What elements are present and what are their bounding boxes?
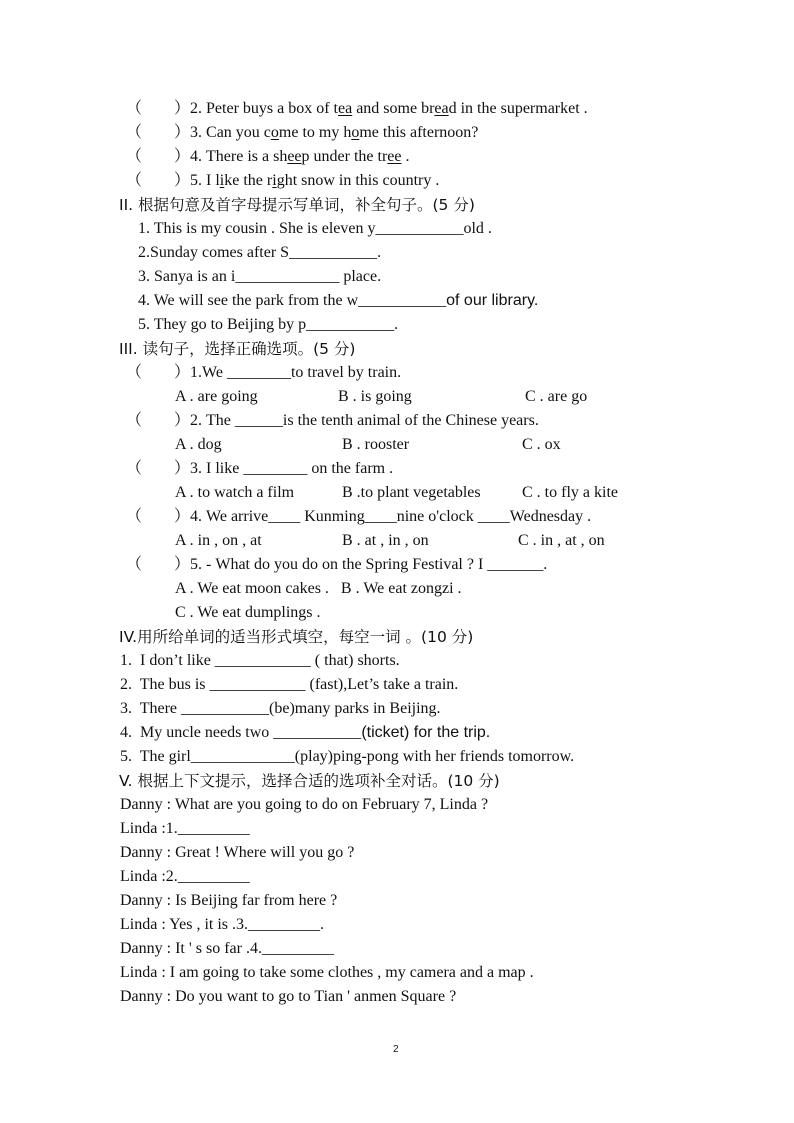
question-1-4: [126, 147, 409, 167]
question-text: 1.We ________to travel by train.: [190, 364, 402, 381]
question-text: p under the tr: [301, 148, 388, 165]
question-text: ght snow in this country .: [276, 172, 440, 189]
question-1-2: [126, 99, 588, 119]
underlined-letters: o: [351, 124, 360, 141]
dialogue-line: Danny : It ' s so far .4._________: [120, 940, 334, 957]
option-c: C . in , at , on: [518, 532, 605, 549]
question-text: There is a sh: [206, 148, 288, 165]
blank-line[interactable]: ____: [362, 316, 395, 333]
question-text: Can you c: [206, 124, 271, 141]
question-text: ke the r: [224, 172, 273, 189]
answer-paren[interactable]: （ ）: [126, 508, 191, 525]
blank-line[interactable]: ____: [431, 220, 464, 237]
question-text: 5. - What do you do on the Spring Festival ? I _______.: [190, 556, 548, 573]
dialogue-line: Linda : Yes , it is .3._________.: [120, 916, 325, 933]
question-3-5: [126, 555, 547, 575]
option-c: C . We eat dumplings .: [175, 604, 321, 621]
answer-paren[interactable]: （ ）: [126, 124, 191, 141]
underlined-letters: ea: [434, 100, 449, 117]
question-text: and some br: [352, 100, 435, 117]
item-text: 4. My uncle needs two ___________: [120, 724, 362, 741]
section-4-item-2: 2. The bus is ____________ (fast),Let’s take a train.: [120, 676, 459, 693]
underlined-letters: ee: [387, 148, 402, 165]
item-text: 4. We will see the park from the w_______: [138, 292, 415, 309]
question-text: 3. I like ________ on the farm .: [190, 460, 394, 477]
answer-paren[interactable]: （ ）: [126, 412, 191, 429]
section-2-item-5: [138, 315, 398, 335]
option-c: C . to fly a kite: [522, 484, 618, 501]
underlined-letters: ee: [287, 148, 302, 165]
option-a: A . in , on , at: [175, 532, 262, 549]
section-5-heading: V. 根据上下文提示，选择合适的选项补全对话。(10 分): [119, 772, 500, 790]
item-text: (ticket) for the trip.: [361, 724, 491, 741]
answer-paren[interactable]: （ ）: [126, 148, 191, 165]
question-number: 4.: [190, 148, 203, 165]
question-number: 3.: [190, 124, 203, 141]
question-1-3: [126, 123, 478, 143]
option-b: B . is going: [338, 388, 412, 405]
option-b: B . at , in , on: [342, 532, 429, 549]
question-3-4: [126, 507, 591, 527]
option-b: B .to plant vegetables: [342, 484, 481, 501]
answer-paren[interactable]: （ ）: [126, 460, 191, 477]
question-text: I l: [206, 172, 220, 189]
question-text: d in the supermarket .: [448, 100, 588, 117]
dialogue-line: Linda : I am going to take some clothes , my camera and a map .: [120, 964, 534, 981]
item-text: 3. Sanya is an i_____________ place.: [138, 268, 382, 285]
section-2-item-1: [138, 219, 492, 239]
dialogue-line: Danny : Is Beijing far from here ?: [120, 892, 338, 909]
section-2-heading: II. 根据句意及首字母提示写单词，补全句子。(5 分): [119, 196, 475, 214]
answer-paren[interactable]: （ ）: [126, 556, 191, 573]
option-a: A . are going: [175, 388, 258, 405]
dialogue-line: Linda :2._________: [120, 868, 250, 885]
question-text: me this afternoon?: [359, 124, 479, 141]
item-text: old .: [463, 220, 492, 237]
section-2-item-2: [138, 243, 381, 263]
question-text: 4. We arrive____ Kunming____nine o'clock ____Wednesday .: [190, 508, 592, 525]
item-text: 5. They go to Beijing by p_______: [138, 316, 363, 333]
question-number: 2.: [190, 100, 203, 117]
question-3-2: [126, 411, 539, 431]
section-4-item-5: 5. The girl_____________(play)ping-pong with her friends tomorrow.: [120, 748, 575, 765]
option-c: C . are go: [525, 388, 588, 405]
question-3-1: [126, 363, 401, 383]
question-1-5: [126, 171, 439, 191]
item-text: .: [394, 316, 399, 333]
item-text: of our library.: [446, 292, 539, 309]
section-4-item-1: 1. I don’t like ____________ ( that) shorts.: [120, 652, 400, 669]
section-4-item-4: [120, 723, 490, 743]
dialogue-line: Linda :1._________: [120, 820, 250, 837]
section-4-heading: IV.用所给单词的适当形式填空，每空一词 。(10 分): [119, 628, 474, 646]
option-a: A . dog: [175, 436, 222, 453]
question-text: 2. The ______is the tenth animal of the Chinese years.: [190, 412, 539, 429]
question-text: .: [401, 148, 410, 165]
dialogue-line: Danny : Great ! Where will you go ?: [120, 844, 355, 861]
question-number: 5.: [190, 172, 203, 189]
section-2-item-3: [138, 267, 381, 287]
page-number: 2: [393, 1044, 399, 1055]
answer-paren[interactable]: （ ）: [126, 100, 191, 117]
item-text: 2.Sunday comes after S___________.: [138, 244, 382, 261]
section-3-heading: III. 读句子，选择正确选项。(5 分): [119, 340, 356, 358]
blank-line[interactable]: ____: [414, 292, 447, 309]
question-3-3: [126, 459, 393, 479]
dialogue-line: Danny : Do you want to go to Tian ' anmen Square ?: [120, 988, 457, 1005]
options-a-b: A . We eat moon cakes . B . We eat zongzi .: [175, 580, 462, 597]
answer-paren[interactable]: （ ）: [126, 364, 191, 381]
item-text: 1. This is my cousin . She is eleven y_______: [138, 220, 432, 237]
section-2-item-4: [138, 291, 538, 311]
underlined-letters: i: [272, 172, 277, 189]
underlined-letters: ea: [338, 100, 353, 117]
option-c: C . ox: [522, 436, 561, 453]
question-text: Peter buys a box of t: [206, 100, 338, 117]
underlined-letters: o: [270, 124, 279, 141]
question-text: me to my h: [278, 124, 352, 141]
option-a: A . to watch a film: [175, 484, 295, 501]
underlined-letters: i: [219, 172, 225, 189]
dialogue-line: Danny : What are you going to do on February 7, Linda ?: [120, 796, 489, 813]
section-4-item-3: 3. There ___________(be)many parks in Beijing.: [120, 700, 441, 717]
option-b: B . rooster: [342, 436, 410, 453]
answer-paren[interactable]: （ ）: [126, 172, 191, 189]
